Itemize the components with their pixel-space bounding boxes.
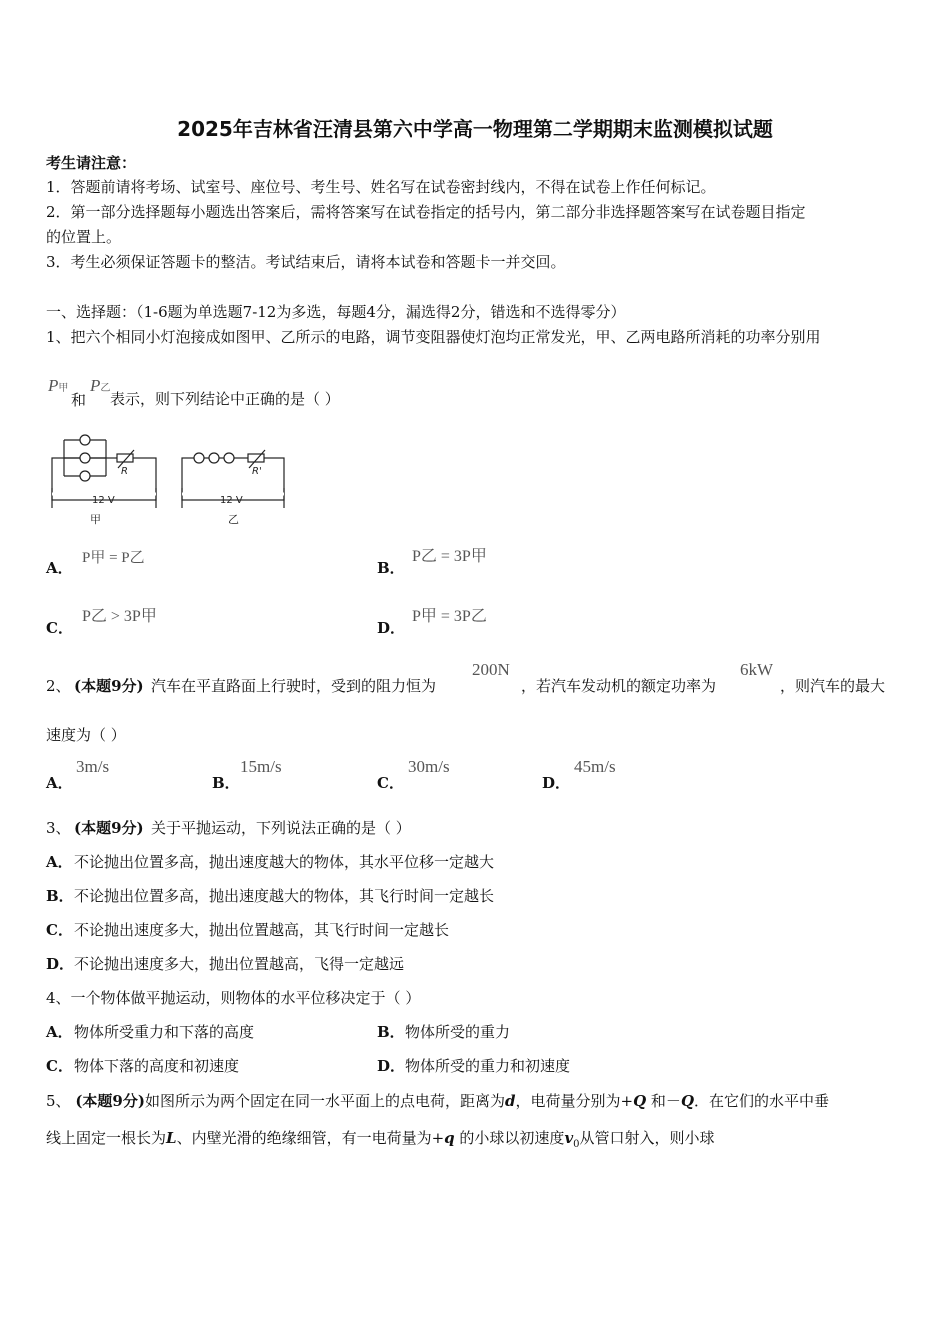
q1-p-yi-symbol: P (90, 376, 101, 395)
q2-option-b[interactable]: 15m/s (240, 757, 282, 776)
q4-option-c-label[interactable]: C． (46, 1057, 73, 1075)
q1-p-jia-sub: 甲 (58, 383, 69, 394)
notice-heading: 考生请注意： (46, 154, 137, 172)
q5-var-q2: Q (680, 1092, 695, 1110)
q1-option-b[interactable]: P乙 = 3P甲 (412, 548, 487, 565)
q1-p-jia (48, 376, 68, 396)
q3-score: (本题9分) (74, 819, 144, 837)
q1-p-yi-sub: 乙 (100, 383, 111, 394)
q3-option-a-label[interactable]: A． (46, 853, 73, 871)
q3-option-c[interactable]: 不论抛出速度多大，抛出位置越高，其飞行时间一定越长 (74, 921, 450, 939)
q2-option-b-label[interactable]: B． (212, 774, 240, 792)
q5-prefix: 5、 (46, 1092, 71, 1110)
q3-stem: 关于平抛运动，下列说法正确的是（ ） (151, 819, 411, 837)
q5-var-d: d (504, 1092, 516, 1110)
lamp-icon (224, 453, 234, 463)
q1-and: 和 (71, 391, 87, 409)
q2-stem-part1: 汽车在平直路面上行驶时，受到的阻力恒为 (151, 677, 437, 695)
q2-force: 200N (472, 660, 510, 679)
q1-circuit-figure (44, 428, 294, 530)
q2-prefix: 2、 (46, 677, 71, 695)
q5-text-3: 和－ (650, 1092, 681, 1110)
q5-text-2: ，电荷量分别为+ (515, 1092, 634, 1110)
notice-item-2-line2: 的位置上。 (46, 228, 122, 246)
q4-option-d[interactable]: 物体所受的重力和初速度 (405, 1057, 571, 1075)
lamp-icon (194, 453, 204, 463)
q2-power: 6kW (740, 660, 774, 679)
q1-option-c-label[interactable]: C． (46, 619, 73, 637)
q5-var-q: q (444, 1129, 455, 1147)
q2-option-c[interactable]: 30m/s (408, 757, 450, 776)
q1-fig-r-label-a: R (121, 466, 128, 477)
q5-var-v-sub: 0 (573, 1139, 580, 1150)
notice-item-2-line1: 2．第一部分选择题每小题选出答案后，需将答案写在试卷指定的括号内，第二部分非选择题答案写在试卷题目指定 (46, 203, 806, 221)
q3-option-b[interactable]: 不论抛出位置多高，抛出速度越大的物体，其飞行时间一定越长 (74, 887, 495, 905)
section-heading: 一、选择题：（1-6题为单选题7-12为多选，每题4分，漏选得2分，错选和不选得零分） (46, 303, 626, 321)
q2-option-d-label[interactable]: D． (542, 774, 571, 792)
q4-option-a-label[interactable]: A． (46, 1023, 73, 1041)
q4-option-d-label[interactable]: D． (377, 1057, 406, 1075)
notice-item-3: 3．考生必须保证答题卡的整洁。考试结束后，请将本试卷和答题卡一并交回。 (46, 253, 566, 271)
q5-text-4: ．在它们的水平中垂 (694, 1092, 830, 1110)
notice-item-1: 1．答题前请将考场、试室号、座位号、考生号、姓名写在试卷密封线内，不得在试卷上作任何标记。 (46, 178, 716, 196)
q1-option-b-label[interactable]: B． (377, 559, 405, 577)
q5-line2-text-4: 从管口射入，则小球 (579, 1129, 715, 1147)
q2-option-a[interactable]: 3m/s (76, 757, 110, 776)
q4-stem: 4、一个物体做平抛运动，则物体的水平位移决定于（ ） (46, 989, 421, 1007)
q2-option-d[interactable]: 45m/s (574, 757, 616, 776)
q3-prefix: 3、 (46, 819, 71, 837)
lamp-icon (80, 435, 90, 445)
q1-fig-voltage-b: 12 V (220, 495, 243, 506)
lamp-icon (80, 471, 90, 481)
q2-stem-part2: ，若汽车发动机的额定功率为 (521, 677, 717, 695)
q2-option-a-label[interactable]: A． (46, 774, 73, 792)
q4-option-b[interactable]: 物体所受的重力 (405, 1023, 511, 1041)
q1-fig-voltage-a: 12 V (92, 495, 115, 506)
q2-stem-part3: ，则汽车的最大 (780, 677, 886, 695)
q1-stem-line2: 表示，则下列结论中正确的是（ ） (110, 390, 340, 408)
q4-option-a[interactable]: 物体所受重力和下落的高度 (74, 1023, 255, 1041)
q1-option-a[interactable]: P甲 = P乙 (82, 550, 145, 566)
q2-option-c-label[interactable]: C． (377, 774, 404, 792)
q4-option-c[interactable]: 物体下落的高度和初速度 (74, 1057, 240, 1075)
q3-option-b-label[interactable]: B． (46, 887, 74, 905)
q3-option-d-label[interactable]: D． (46, 955, 75, 973)
q1-p-yi (90, 376, 110, 396)
q1-fig-r-label-b: R' (252, 466, 262, 477)
q3-option-a[interactable]: 不论抛出位置多高，抛出速度越大的物体，其水平位移一定越大 (74, 853, 495, 871)
q5-line2-text-3: 的小球以初速度 (459, 1129, 565, 1147)
q5-var-q1: Q (633, 1092, 647, 1110)
q1-fig-caption-b: 乙 (228, 513, 239, 526)
lamp-icon (80, 453, 90, 463)
q5-text-1: 如图所示为两个固定在同一水平面上的点电荷，距离为 (144, 1092, 505, 1110)
q1-p-jia-symbol: P (48, 376, 59, 395)
q5-score: (本题9分) (75, 1092, 145, 1110)
q3-option-d[interactable]: 不论抛出速度多大，抛出位置越高，飞得一定越远 (74, 955, 405, 973)
q5-var-v: v (564, 1129, 574, 1147)
q1-option-c[interactable]: P乙 > 3P甲 (82, 608, 157, 625)
q5-var-l: L (166, 1129, 177, 1147)
q2-stem-line2: 速度为（ ） (46, 726, 126, 744)
q1-stem-line1: 1、把六个相同小灯泡接成如图甲、乙所示的电路，调节变阻器使灯泡均正常发光，甲、乙两电路所消耗的功率分别用 (46, 328, 821, 346)
q5-stem-line1 (46, 1091, 829, 1111)
q2-score: (本题9分) (74, 677, 144, 695)
q5-line2-text-2: 、内壁光滑的绝缘细管，有一电荷量为+ (176, 1129, 445, 1147)
lamp-icon (209, 453, 219, 463)
q5-line2-text-1: 线上固定一根长为 (46, 1129, 167, 1147)
q4-option-b-label[interactable]: B． (377, 1023, 405, 1041)
exam-title: 2025年吉林省汪清县第六中学高一物理第二学期期末监测模拟试题 (177, 117, 773, 141)
q3-option-c-label[interactable]: C． (46, 921, 73, 939)
q5-stem-line2 (46, 1128, 715, 1155)
q1-option-d-label[interactable]: D． (377, 619, 406, 637)
q1-option-d[interactable]: P甲 = 3P乙 (412, 608, 487, 625)
q1-fig-caption-a: 甲 (90, 513, 101, 526)
q1-option-a-label[interactable]: A． (46, 559, 73, 577)
